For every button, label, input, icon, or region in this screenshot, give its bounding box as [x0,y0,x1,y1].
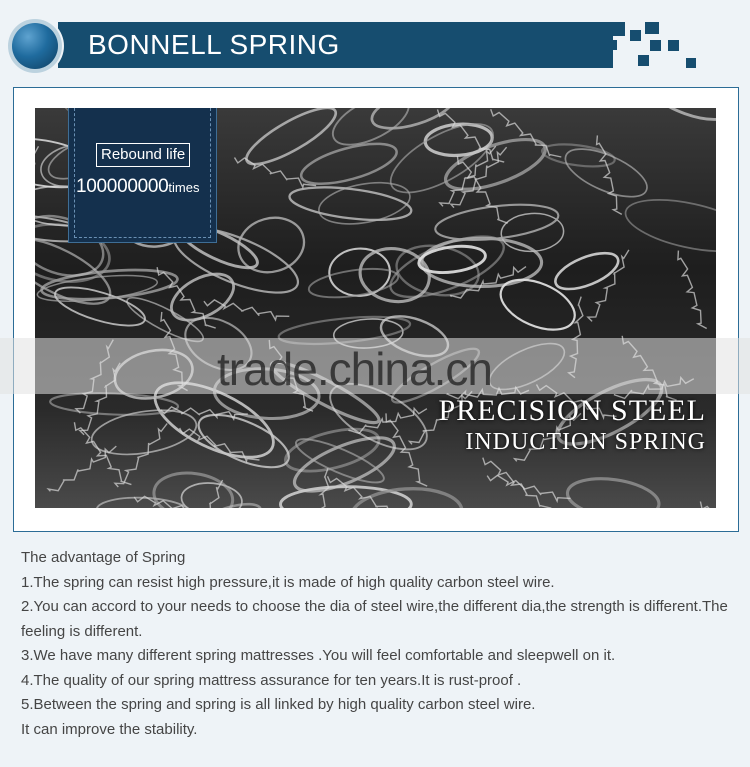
coil-ring [551,246,623,297]
sphere-icon [12,23,58,69]
coil-ring [51,280,149,334]
coil-ring [559,139,653,206]
coil-ring [565,473,662,508]
helical-wire [483,458,552,508]
helical-wire [35,146,39,220]
helical-wire [588,250,629,322]
coil-ring [151,468,236,508]
helical-wire [487,475,570,501]
coil-ring [493,270,582,340]
helical-wire [700,502,716,509]
coil-ring [50,391,179,417]
pixel-decoration [630,30,641,41]
coil-ring [645,108,716,128]
page-title: BONNELL SPRING [88,29,340,60]
pixel-decoration [638,55,649,66]
pixel-decoration [607,22,625,36]
coil-ring [417,243,487,276]
rebound-count-unit: times [168,180,200,195]
rebound-badge [68,108,217,243]
advantages-heading: The advantage of Spring [21,549,186,566]
helical-wire [115,424,167,488]
advantage-item: 5.Between the spring and spring is all linked by high quality carbon steel wire. [21,696,536,713]
rebound-count [76,176,199,198]
header-banner [0,0,750,90]
rebound-count-number: 100000000 [76,176,169,197]
coil-ring [326,108,417,155]
helical-wire [678,251,707,329]
watermark-text: trade.china.cn [217,343,492,395]
advantage-item: 4.The quality of our spring mattress assurance for ten years.It is rust-proof . [21,671,522,689]
coil-ring [621,190,716,261]
pixel-decoration [686,58,696,68]
pixel-decoration [645,22,659,34]
helical-wire [74,422,131,484]
advantage-item: 1.The spring can resist high pressure,it is made of high quality carbon steel wire. [21,573,555,591]
helical-wire [48,446,116,491]
advantage-item: 2.You can accord to your needs to choose the dia of steel wire,the different dia,the strength is different.The feeling is different. [21,598,728,640]
advantage-item: It can improve the stability. [21,720,198,738]
coil-ring [240,108,342,174]
photo-caption-line2: INDUCTION SPRING [465,429,706,455]
helical-wire [491,109,562,157]
pixel-decoration [607,40,617,50]
helical-wire [597,135,622,214]
pixel-decoration [650,40,661,51]
photo-caption-line1: PRECISION STEEL [438,394,706,427]
rebound-label: Rebound life [96,143,190,167]
coil-ring [180,481,243,508]
badge-dashed-border [74,108,211,238]
advantage-item: 3.We have many different spring mattresses .You will feel comfortable and sleepwell on it. [21,647,616,664]
coil-ring [164,265,241,330]
pixel-decoration [668,40,679,51]
advantages-section [21,546,736,742]
